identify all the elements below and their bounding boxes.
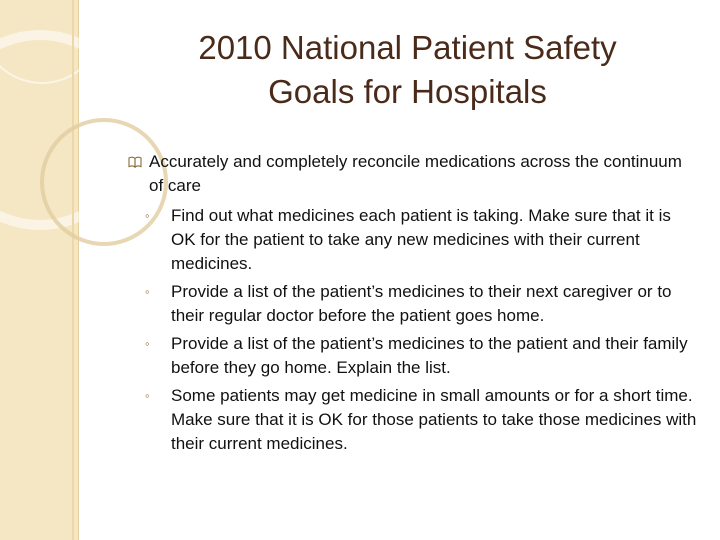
main-point-text: Accurately and completely reconcile medications across the continuum of care bbox=[149, 152, 682, 195]
sub-bullet-point bbox=[128, 384, 698, 456]
sub-bullet-point bbox=[128, 332, 698, 380]
sub-bullet-marker: ◦ bbox=[145, 336, 150, 351]
decorative-side-panel bbox=[0, 0, 79, 540]
main-bullet-point bbox=[128, 150, 698, 198]
sub-point-text: Provide a list of the patient’s medicines to their next caregiver or to their regular doctor before the patient goes home. bbox=[171, 282, 672, 325]
slide-content bbox=[128, 150, 698, 460]
sub-bullet-marker: ◦ bbox=[145, 388, 150, 403]
title-line-1: 2010 National Patient Safety bbox=[198, 29, 617, 66]
sub-bullet-marker: ◦ bbox=[145, 208, 150, 223]
sub-point-text: Find out what medicines each patient is taking. Make sure that it is OK for the patient to take any new medicines with their current medicines. bbox=[171, 206, 671, 273]
sub-bullet-point bbox=[128, 280, 698, 328]
sub-bullet-point bbox=[128, 204, 698, 276]
sub-point-text: Provide a list of the patient’s medicines to the patient and their family before they go home. Explain the list. bbox=[171, 334, 688, 377]
sub-point-text: Some patients may get medicine in small amounts or for a short time. Make sure that it is OK for those patients to take those medicines with their current medicines. bbox=[171, 386, 697, 453]
book-bullet-icon bbox=[128, 156, 142, 168]
sub-bullet-marker: ◦ bbox=[145, 284, 150, 299]
title-line-2: Goals for Hospitals bbox=[268, 73, 547, 110]
side-panel-edge bbox=[72, 0, 74, 540]
slide-title bbox=[140, 26, 675, 114]
